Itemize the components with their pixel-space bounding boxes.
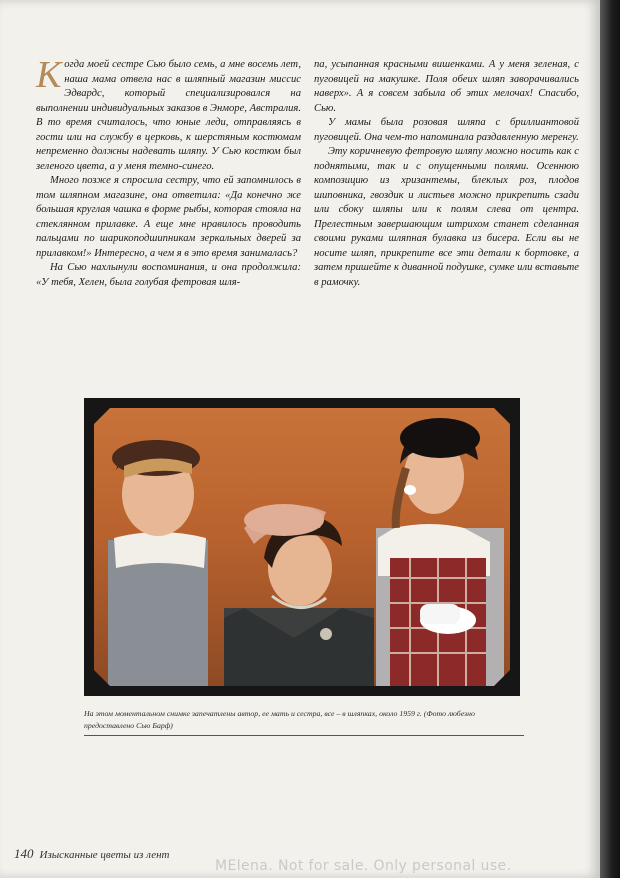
paragraph-1: Когда моей сестре Сью было семь, а мне восемь лет, наша мама отвела нас в шляпный магазин миссис Эдвардс, который специализировался на выполнении индивидуальных заказов в Энморе, Австралия. В то время считалось, что юные леди, отправляясь в гости или на службу в церковь, к шерстяным костюмам непременно должны надевать шляпу. У Сью костюм был зеленого цвета, а у меня темно-синего. [36,54,301,172]
paragraph-6: Эту коричневую фетровую шляпу можно носить как с поднятыми, так и с опущенными полями. Осеннюю композицию из хризантемы, блеклых роз, плодов шиповника, гвоздик и листьев можно прикрепить сзади или сбоку шляпы или к полям слева от центра. Прелестным завершающим штрихом станет сделанная своими руками шляпная булавка из бисера. Если вы не носите шляп, прикрепите все эти детали к бортовке, а затем пришейте к диванной подушке, сумке или вставьте в рамочку. [314,146,579,288]
page-number: 140 [14,846,34,861]
paragraph-2: Много позже я спросила сестру, что ей запомнилось в том шляпном магазине, она ответила: «Да конечно же большая круглая чашка в форме рыбы, которая стояла на стеклянном прилавке. А еще мне нравилось проводить пальцами по шарикоподшипникам зеркальных дверей за прилавком!» Интересно, а чем я в это время занималась? [36,175,301,259]
left-text-column [36,54,301,290]
book-edge-shadow [600,0,620,878]
watermark: MElena. Not for sale. Only personal use. [215,858,512,874]
paragraph-4: па, усыпанная красными вишенками. А у меня зеленая, с пуговицей на макушке. Поля обеих шляп заворачивались наверх». А я совсем забыла об этих мелочах! Спасибо, Сью. [314,59,579,114]
drop-cap: К [36,54,62,96]
page-footer [14,846,170,862]
photo-frame [84,398,520,696]
paragraph-3: На Сью нахлынули воспоминания, и она продолжила: «У тебя, Хелен, была голубая фетровая шля- [36,262,301,288]
family-photo [94,408,510,686]
family-photo-illustration [94,408,510,686]
right-text-column [314,58,579,290]
paragraph-5: У мамы была розовая шляпа с бриллиантовой пуговицей. Она чем-то напоминала раздавленную меренгу. [314,117,579,143]
caption-divider [84,735,524,736]
photo-caption: На этом моментальном снимке запечатлены автор, ее мать и сестра, все – в шляпках, около 1959 г. (Фото любезно предоставлено Сью Барф) [84,709,475,730]
running-title: Изысканные цветы из лент [39,849,170,861]
